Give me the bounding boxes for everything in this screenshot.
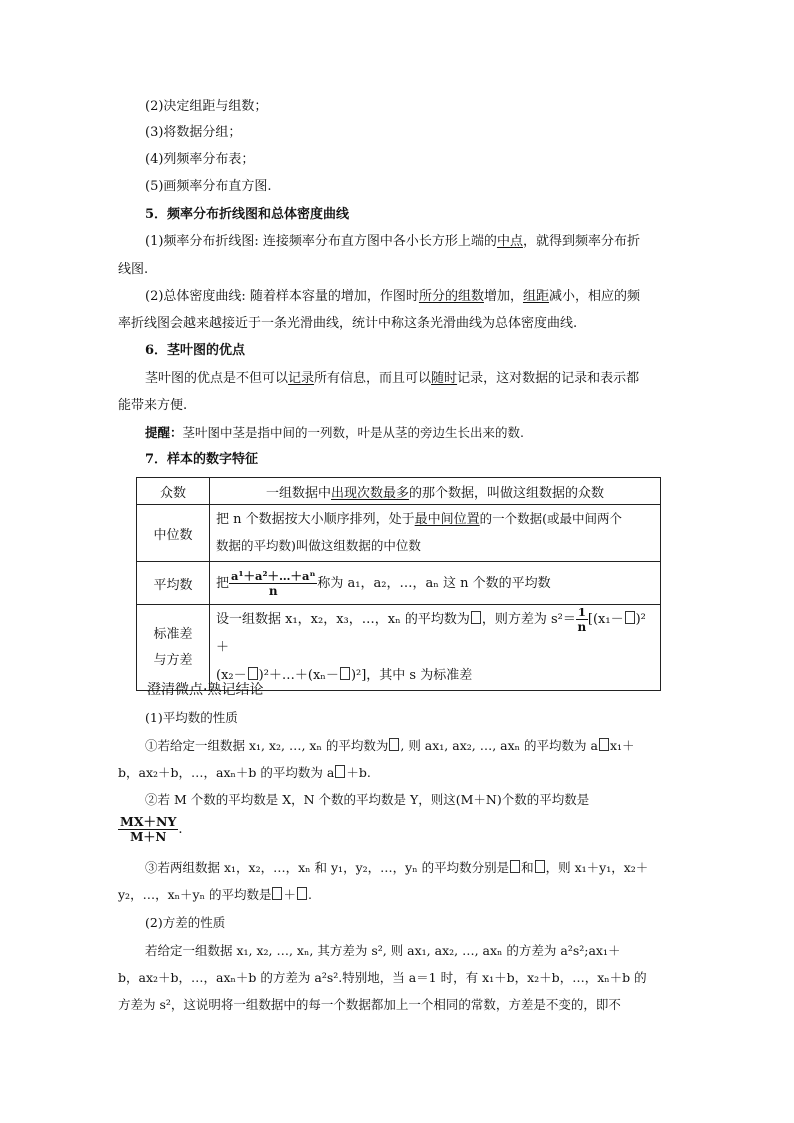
- mean-symbol-icon: [535, 860, 545, 873]
- table-cell-desc: 把 $\frac{\text{a¹＋a²＋…＋aⁿ}}{n}$ 称为 a₁，a₂，…，aₙ 这 n 个数的平均数: [210, 562, 661, 605]
- mean-symbol-icon: [272, 887, 282, 900]
- subheading: (1)平均数的性质: [145, 710, 238, 725]
- statistics-table: [136, 477, 661, 691]
- tip-label: 提醒：: [145, 425, 183, 440]
- list-item: (2)决定组距与组数；: [145, 99, 268, 114]
- section-title: 5．频率分布折线图和总体密度曲线: [145, 207, 350, 222]
- mean-symbol-icon: [389, 738, 399, 751]
- paragraph: 茎叶图的优点是不但可以记录所有信息，而且可以随时记录，这对数据的记录和表示都: [145, 371, 640, 386]
- paragraph-continuation: $\frac{MX+NY}{M+N}$ .: [120, 814, 183, 844]
- paragraph-continuation: b，ax₂＋b，…，axₙ＋b 的方差为 a²s².特别地，当 a＝1 时，有 x₁＋b，x₂＋b，…，xₙ＋b 的: [118, 970, 647, 985]
- subheading: (2)方差的性质: [145, 915, 226, 930]
- paragraph-continuation: 率折线图会越来越接近于一条光滑曲线，统计中称这条光滑曲线为总体密度曲线.: [118, 316, 578, 331]
- table-row: [137, 605, 661, 691]
- mean-symbol-icon: [625, 611, 635, 624]
- fraction: $\frac{1}{n}$: [577, 605, 587, 634]
- paragraph-continuation: 方差为 s²，这说明将一组数据中的每一个数据都加上一个相同的常数，方差是不变的，即不: [118, 997, 621, 1012]
- fraction: $\frac{\text{a¹＋a²＋…＋aⁿ}}{n}$: [231, 568, 316, 598]
- table-cell-name: 标准差 与方差: [137, 605, 210, 691]
- table-cell-desc: 把 n 个数据按大小顺序排列，处于最中间位置的一个数据(或最中间两个 数据的平均数)叫做这组数据的中位数: [210, 505, 661, 562]
- paragraph: (1)频率分布折线图: 连接频率分布直方图中各小长方形上端的中点，就得到频率分布折: [145, 234, 640, 249]
- list-item: (4)列频率分布表；: [145, 152, 255, 167]
- table-cell-desc: 一组数据中出现次数最多的那个数据，叫做这组数据的众数: [210, 478, 661, 505]
- mean-symbol-icon: [599, 738, 609, 751]
- table-row: [137, 478, 661, 505]
- paragraph-continuation: b，ax₂＋b，…，axₙ＋b 的平均数为 a ＋b.: [118, 765, 371, 780]
- table-cell-name: 平均数: [137, 562, 210, 605]
- mean-symbol-icon: [297, 887, 307, 900]
- table-row: [137, 562, 661, 605]
- table-cell-name: 众数: [137, 478, 210, 505]
- paragraph: 若给定一组数据 x₁, x₂, …, xₙ, 其方差为 s², 则 ax₁, ax₂, …, axₙ 的方差为 a²s²;ax₁＋: [145, 943, 621, 958]
- table-row: [137, 505, 661, 562]
- paragraph: (2)总体密度曲线: 随着样本容量的增加，作图时所分的组数增加，组距减小，相应的频: [145, 289, 640, 304]
- mean-symbol-icon: [471, 611, 481, 624]
- paragraph: ②若 M 个数的平均数是 X，N 个数的平均数是 Y，则这(M＋N)个数的平均数是: [145, 792, 590, 807]
- section-title: 7．样本的数字特征: [145, 452, 259, 467]
- table-cell-name: 中位数: [137, 505, 210, 562]
- paragraph-continuation: 线图.: [118, 262, 149, 277]
- list-item: (5)画频率分布直方图.: [145, 179, 272, 194]
- tip: 提醒：茎叶图中茎是指中间的一列数，叶是从茎的旁边生长出来的数.: [145, 425, 524, 440]
- paragraph: ③若两组数据 x₁，x₂，…，xₙ 和 y₁，y₂，…，yₙ 的平均数分别是 和 ，则 x₁＋y₁，x₂＋: [145, 860, 649, 875]
- paragraph-continuation: 能带来方便.: [118, 398, 188, 413]
- subsection-title: 澄清微点·熟记结论: [147, 682, 264, 698]
- mean-symbol-icon: [248, 667, 258, 680]
- mean-symbol-icon: [510, 860, 520, 873]
- list-item: (3)将数据分组；: [145, 125, 242, 140]
- mean-symbol-icon: [340, 667, 350, 680]
- paragraph-continuation: y₂，…，xₙ＋yₙ 的平均数是 ＋ .: [118, 887, 312, 902]
- paragraph: ①若给定一组数据 x₁, x₂, …, xₙ 的平均数为 , 则 ax₁, ax₂, …, axₙ 的平均数为 a x₁＋: [145, 738, 635, 753]
- fraction: $\frac{MX+NY}{M+N}$: [120, 814, 177, 844]
- section-title: 6．茎叶图的优点: [145, 343, 246, 358]
- table-cell-desc: 设一组数据 x₁，x₂，x₃，…，xₙ 的平均数为 ，则方差为 s²＝ $\frac{1}{n}$ [(x₁－ )²＋ (x₂－ )²＋…＋(xₙ－ )²]，其中 s 为标准差: [210, 605, 661, 691]
- mean-symbol-icon: [335, 765, 345, 778]
